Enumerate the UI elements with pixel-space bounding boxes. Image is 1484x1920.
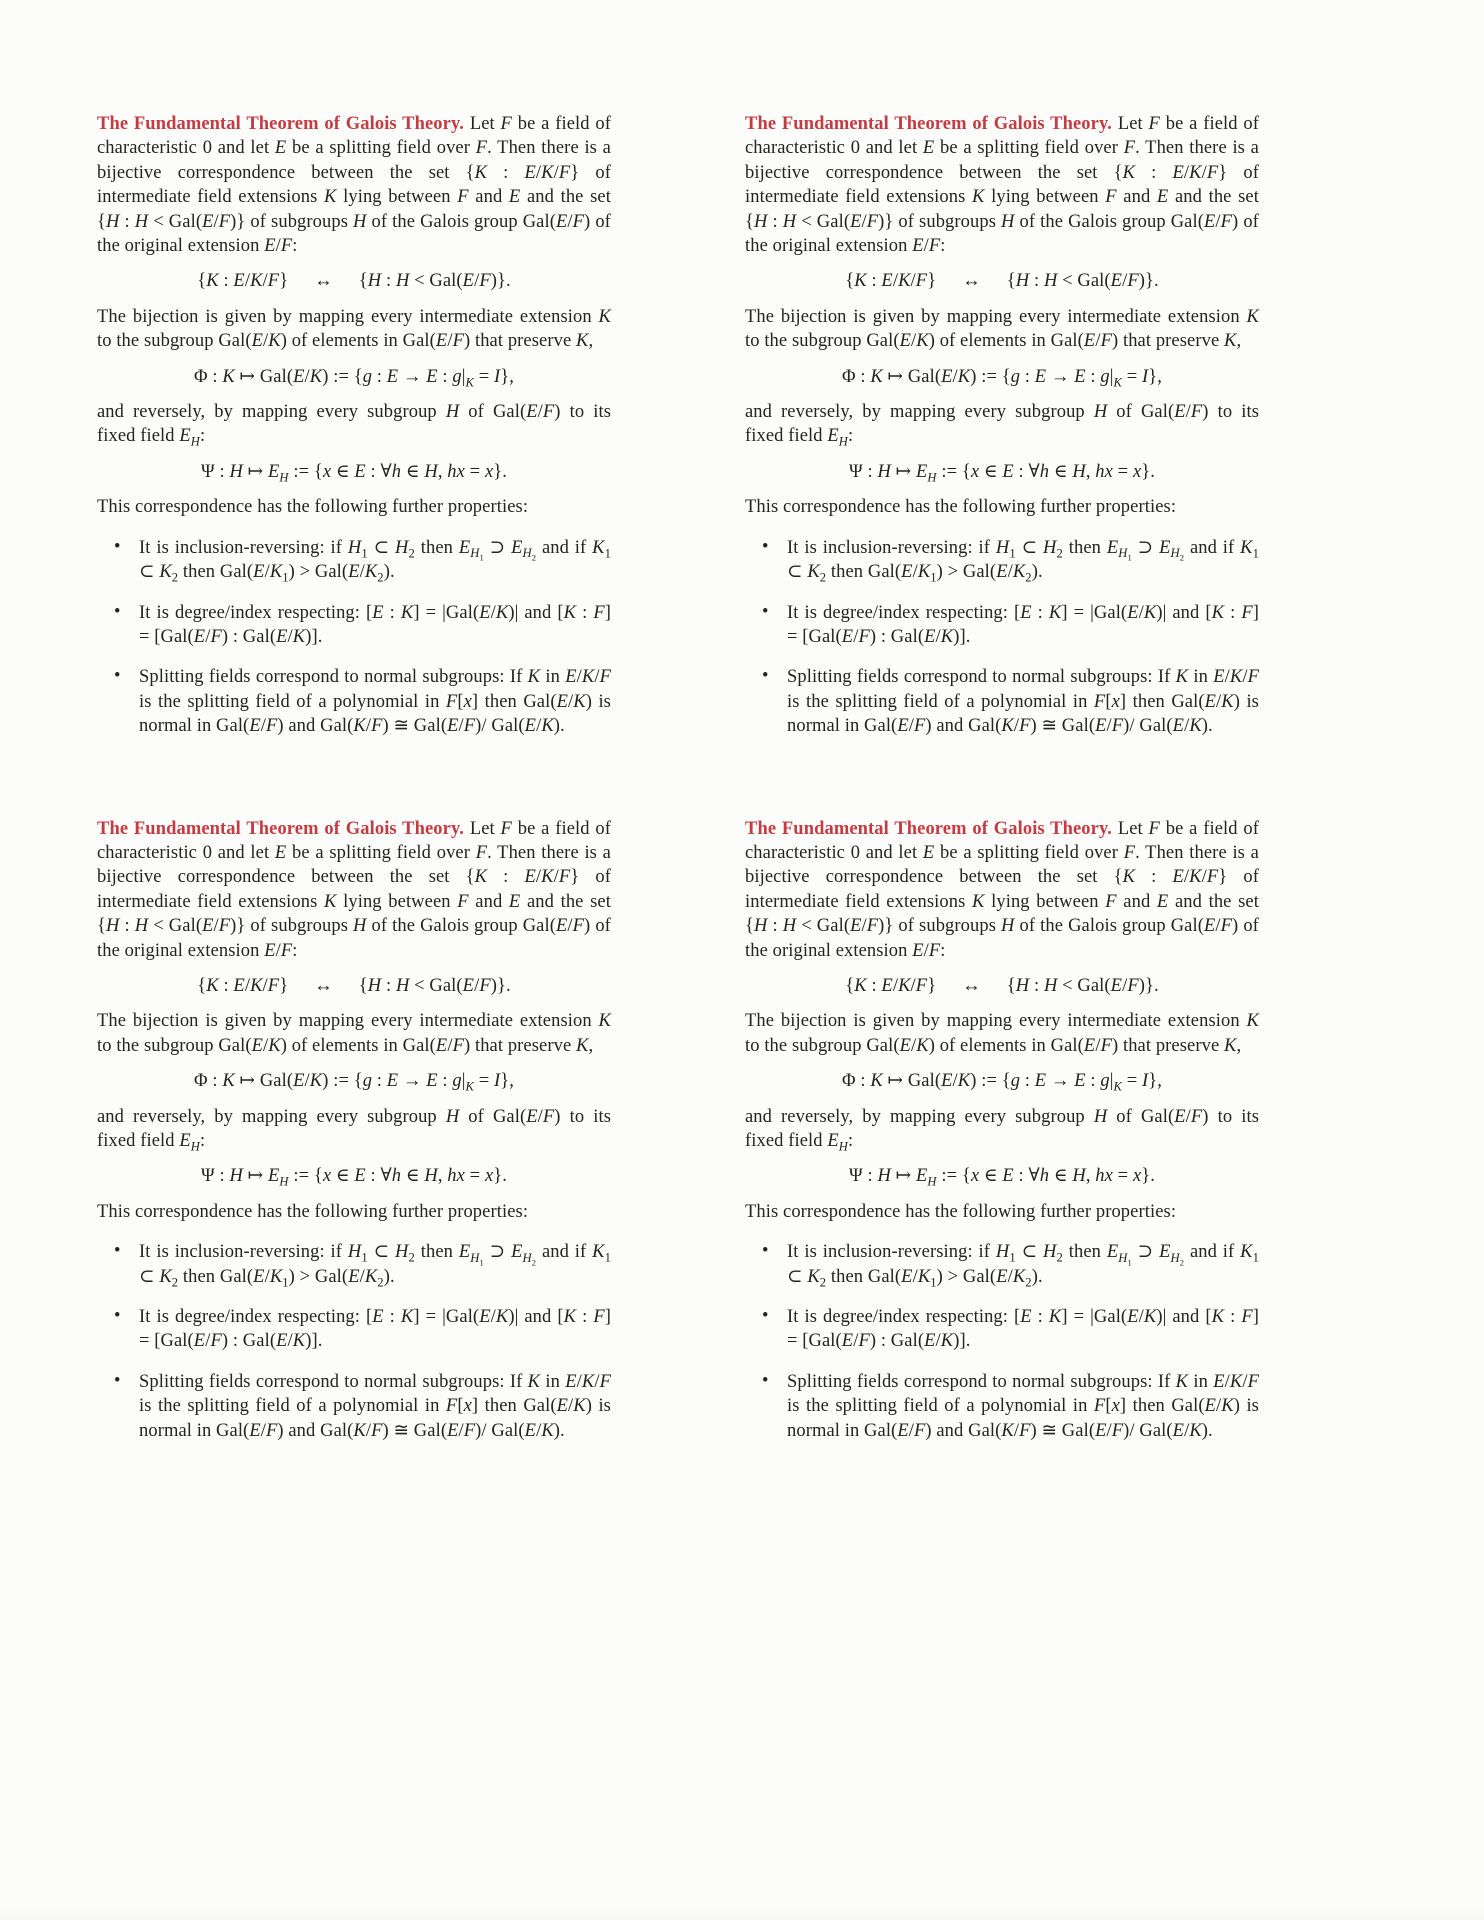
correspondence-right-set: {H : H < Gal(E/F)}. xyxy=(358,975,511,996)
correspondence-left-set: {K : E/K/F} xyxy=(197,271,289,292)
phi-map-equation: Φ : K ↦ Gal(E/K) := {g : E → E : $g|_K = I$}, xyxy=(194,366,514,390)
reverse-map-paragraph: and reversely, by mapping every subgroup H of Gal(E/F) to its fixed field $E_H$: xyxy=(745,1106,1259,1154)
bullet-icon: • xyxy=(762,601,769,622)
correspondence-equation xyxy=(97,269,611,293)
property-text: It is degree/index respecting: [E : K] = |Gal(E/K)| and [K : F] = [Gal(E/F) : Gal(E/K)]. xyxy=(787,602,1259,647)
property-text: It is inclusion-reversing: if $H_1$ ⊂ $H_2$ then $E_{H_1}$ ⊃ $E_{H_2}$ and if $K_1$ ⊂ $K_2$ then $Gal(E/K_1) > Gal(E/K_2)$. xyxy=(787,537,1259,585)
property-item xyxy=(97,1370,611,1443)
psi-map-equation: Ψ : H ↦ $E_H$ := {x ∈ E : ∀h ∈ H, hx = x}. xyxy=(201,461,507,485)
property-item xyxy=(745,665,1259,738)
property-text: It is inclusion-reversing: if $H_1$ ⊂ $H_2$ then $E_{H_1}$ ⊃ $E_{H_2}$ and if $K_1$ ⊂ $K_2$ then $Gal(E/K_1) > Gal(E/K_2)$. xyxy=(139,1242,611,1290)
property-item xyxy=(97,1240,611,1289)
theorem-intro-text: Let F be a field of characteristic 0 and let E be a splitting field over F. Then there is a bijective correspondence between the set {K : E/K/F} of intermediate field extensions K lying between F and E and the set {H : H < Gal(E/F)} of subgroups H of the Galois group Gal(E/F) of the original extension E/F: xyxy=(97,114,612,257)
bullet-icon: • xyxy=(114,536,121,557)
correspondence-left-set: {K : E/K/F} xyxy=(845,271,937,292)
psi-map-equation: Ψ : H ↦ $E_H$ := {x ∈ E : ∀h ∈ H, hx = x}. xyxy=(849,461,1155,485)
theorem-statement-paragraph xyxy=(97,817,611,963)
property-item xyxy=(97,536,611,585)
bullet-icon: • xyxy=(762,1241,769,1262)
property-text: It is degree/index respecting: [E : K] = |Gal(E/K)| and [K : F] = [Gal(E/F) : Gal(E/K)]. xyxy=(139,1307,611,1352)
property-list xyxy=(745,1240,1259,1443)
property-item xyxy=(745,1370,1259,1443)
reverse-map-paragraph: and reversely, by mapping every subgroup H of Gal(E/F) to its fixed field $E_H$: xyxy=(745,402,1259,450)
properties-intro-paragraph: This correspondence has the following further properties: xyxy=(745,1201,1177,1222)
properties-intro-paragraph: This correspondence has the following further properties: xyxy=(745,497,1177,518)
theorem-heading: The Fundamental Theorem of Galois Theory. xyxy=(745,114,1113,134)
bullet-icon: • xyxy=(114,1241,121,1262)
bullet-icon: • xyxy=(114,601,121,622)
theorem-heading: The Fundamental Theorem of Galois Theory. xyxy=(745,818,1113,839)
theorem-intro-text: Let F be a field of characteristic 0 and let E be a splitting field over F. Then there is a bijective correspondence between the set {K : E/K/F} of intermediate field extensions K lying between F and E and the set {H : H < Gal(E/F)} of subgroups H of the Galois group Gal(E/F) of the original extension E/F: xyxy=(745,818,1260,961)
page-grid xyxy=(97,112,1259,1443)
bullet-icon: • xyxy=(762,1370,769,1391)
theorem-statement-paragraph xyxy=(745,112,1259,258)
bijection-arrow: ↔ xyxy=(314,975,333,996)
property-list xyxy=(97,1240,611,1443)
bijection-paragraph: The bijection is given by mapping every intermediate extension K to the subgroup Gal(E/K) of elements in Gal(E/F) that preserve K, xyxy=(745,1011,1259,1056)
bijection-paragraph: The bijection is given by mapping every intermediate extension K to the subgroup Gal(E/K) of elements in Gal(E/F) that preserve K, xyxy=(97,306,611,352)
bijection-paragraph: The bijection is given by mapping every intermediate extension K to the subgroup Gal(E/K) of elements in Gal(E/F) that preserve K, xyxy=(745,306,1259,352)
correspondence-left-set: {K : E/K/F} xyxy=(197,975,289,996)
property-list xyxy=(745,536,1259,739)
bullet-icon: • xyxy=(762,536,769,557)
property-text: Splitting fields correspond to normal subgroups: If K in E/K/F is the splitting field of a polynomial in F[x] then Gal(E/K) is normal in Gal(E/F) and Gal(K/F) ≅ Gal(E/F)/ Gal(E/K). xyxy=(139,667,611,737)
correspondence-left-set: {K : E/K/F} xyxy=(845,975,937,996)
scan-edge-artifact xyxy=(0,1906,1484,1920)
phi-map-equation: Φ : K ↦ Gal(E/K) := {g : E → E : $g|_K = I$}, xyxy=(194,1071,514,1094)
property-item xyxy=(745,601,1259,650)
correspondence-right-set: {H : H < Gal(E/F)}. xyxy=(358,271,511,292)
theorem-heading: The Fundamental Theorem of Galois Theory. xyxy=(97,818,465,839)
theorem-block xyxy=(97,112,611,739)
property-item xyxy=(97,601,611,650)
property-text: Splitting fields correspond to normal subgroups: If K in E/K/F is the splitting field of a polynomial in F[x] then Gal(E/K) is normal in Gal(E/F) and Gal(K/F) ≅ Gal(E/F)/ Gal(E/K). xyxy=(139,1371,611,1441)
reverse-map-paragraph: and reversely, by mapping every subgroup H of Gal(E/F) to its fixed field $E_H$: xyxy=(97,402,611,450)
correspondence-right-set: {H : H < Gal(E/F)}. xyxy=(1006,975,1159,996)
property-item xyxy=(745,536,1259,585)
psi-map-equation: Ψ : H ↦ $E_H$ := {x ∈ E : ∀h ∈ H, hx = x}. xyxy=(201,1166,507,1190)
phi-map-equation: Φ : K ↦ Gal(E/K) := {g : E → E : $g|_K = I$}, xyxy=(842,1071,1162,1094)
theorem-block xyxy=(745,112,1259,739)
correspondence-equation xyxy=(745,269,1259,293)
property-text: It is degree/index respecting: [E : K] = |Gal(E/K)| and [K : F] = [Gal(E/F) : Gal(E/K)]. xyxy=(139,602,611,647)
properties-intro-paragraph: This correspondence has the following further properties: xyxy=(97,1201,529,1222)
correspondence-equation xyxy=(745,974,1259,998)
property-text: It is inclusion-reversing: if $H_1$ ⊂ $H_2$ then $E_{H_1}$ ⊃ $E_{H_2}$ and if $K_1$ ⊂ $K_2$ then $Gal(E/K_1) > Gal(E/K_2)$. xyxy=(787,1242,1259,1290)
reverse-map-paragraph: and reversely, by mapping every subgroup H of Gal(E/F) to its fixed field $E_H$: xyxy=(97,1106,611,1154)
theorem-block xyxy=(97,817,611,1444)
theorem-intro-text: Let F be a field of characteristic 0 and let E be a splitting field over F. Then there is a bijective correspondence between the set {K : E/K/F} of intermediate field extensions K lying between F and E and the set {H : H < Gal(E/F)} of subgroups H of the Galois group Gal(E/F) of the original extension E/F: xyxy=(745,114,1260,257)
theorem-intro-text: Let F be a field of characteristic 0 and let E be a splitting field over F. Then there is a bijective correspondence between the set {K : E/K/F} of intermediate field extensions K lying between F and E and the set {H : H < Gal(E/F)} of subgroups H of the Galois group Gal(E/F) of the original extension E/F: xyxy=(97,818,612,961)
property-item xyxy=(97,665,611,738)
property-item xyxy=(745,1305,1259,1354)
property-item xyxy=(97,1305,611,1354)
theorem-statement-paragraph xyxy=(97,112,611,258)
bijection-arrow: ↔ xyxy=(962,271,981,292)
property-list xyxy=(97,536,611,739)
phi-map-equation: Φ : K ↦ Gal(E/K) := {g : E → E : $g|_K = I$}, xyxy=(842,366,1162,390)
property-item xyxy=(745,1240,1259,1289)
theorem-heading: The Fundamental Theorem of Galois Theory. xyxy=(97,114,465,134)
bullet-icon: • xyxy=(762,666,769,687)
property-text: Splitting fields correspond to normal subgroups: If K in E/K/F is the splitting field of a polynomial in F[x] then Gal(E/K) is normal in Gal(E/F) and Gal(K/F) ≅ Gal(E/F)/ Gal(E/K). xyxy=(787,667,1259,737)
correspondence-equation xyxy=(97,974,611,998)
properties-intro-paragraph: This correspondence has the following further properties: xyxy=(97,497,529,518)
bullet-icon: • xyxy=(114,1370,121,1391)
psi-map-equation: Ψ : H ↦ $E_H$ := {x ∈ E : ∀h ∈ H, hx = x}. xyxy=(849,1166,1155,1190)
bijection-arrow: ↔ xyxy=(314,271,333,292)
property-text: Splitting fields correspond to normal subgroups: If K in E/K/F is the splitting field of a polynomial in F[x] then Gal(E/K) is normal in Gal(E/F) and Gal(K/F) ≅ Gal(E/F)/ Gal(E/K). xyxy=(787,1371,1259,1441)
property-text: It is inclusion-reversing: if $H_1$ ⊂ $H_2$ then $E_{H_1}$ ⊃ $E_{H_2}$ and if $K_1$ ⊂ $K_2$ then $Gal(E/K_1) > Gal(E/K_2)$. xyxy=(139,537,611,585)
bullet-icon: • xyxy=(114,666,121,687)
theorem-statement-paragraph xyxy=(745,817,1259,963)
theorem-block xyxy=(745,817,1259,1444)
bijection-paragraph: The bijection is given by mapping every intermediate extension K to the subgroup Gal(E/K) of elements in Gal(E/F) that preserve K, xyxy=(97,1011,611,1056)
correspondence-right-set: {H : H < Gal(E/F)}. xyxy=(1006,271,1159,292)
bullet-icon: • xyxy=(114,1306,121,1327)
property-text: It is degree/index respecting: [E : K] = |Gal(E/K)| and [K : F] = [Gal(E/F) : Gal(E/K)]. xyxy=(787,1307,1259,1352)
bijection-arrow: ↔ xyxy=(962,975,981,996)
bullet-icon: • xyxy=(762,1306,769,1327)
